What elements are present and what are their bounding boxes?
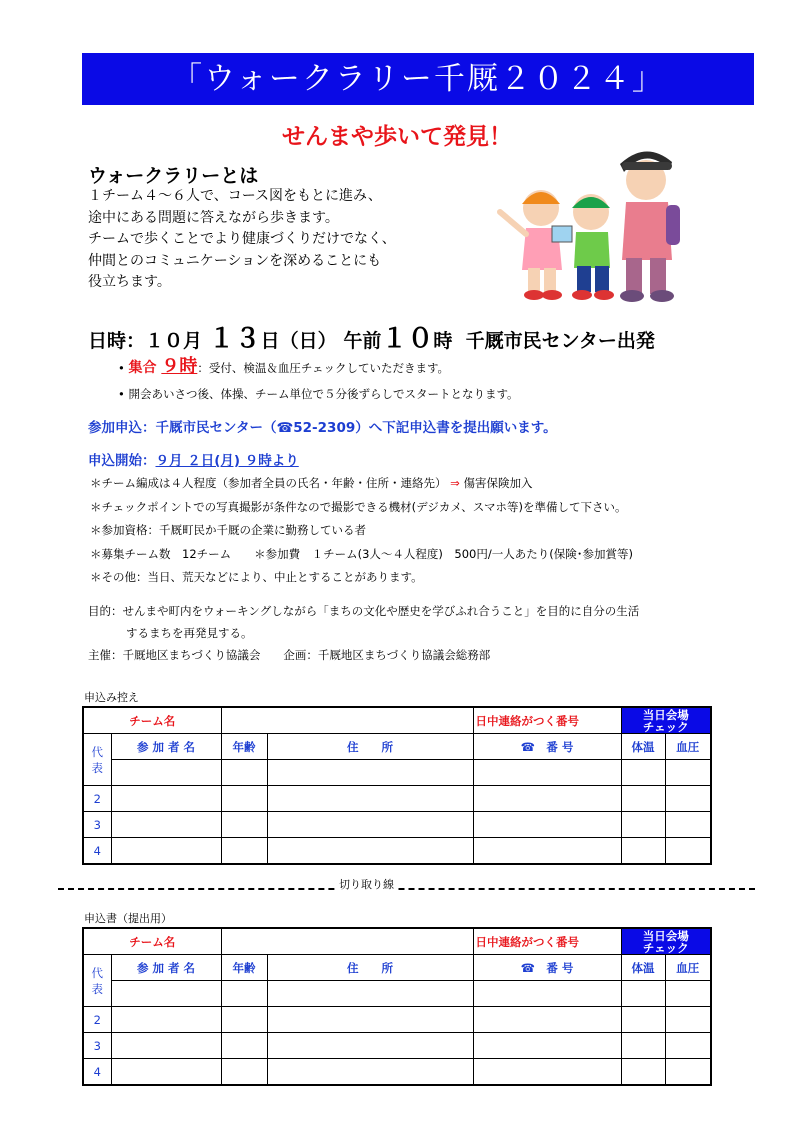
subtitle: せんまや歩いて発見！ (282, 124, 512, 150)
adult-figure (620, 151, 680, 302)
representative-label: 代 表 (83, 955, 111, 1007)
daytime-contact-label: 日中連絡がつく番号 (473, 707, 621, 734)
gathering-text: ：受付、検温＆血圧チェックしていただきます。 (197, 361, 450, 375)
notes-list (90, 472, 633, 590)
page-title: 「ウォークラリー千厩２０２４」 (82, 53, 754, 105)
time-hour: １０ (381, 324, 434, 354)
age-header: 年齢 (221, 734, 267, 760)
schedule-bullets (118, 354, 519, 407)
participant-name-header: 参 加 者 名 (111, 734, 221, 760)
about-text (88, 186, 396, 294)
note-item: ＊募集チーム数 12チーム ＊参加費 １チーム(3人～４人程度) 500円/一人あたり(保険･参加賞等) (90, 546, 633, 561)
date-label: 日時： (88, 330, 146, 352)
application-form-copy (82, 706, 712, 865)
gathering-label: 集合 ９時 (128, 356, 198, 377)
girl-figure (500, 190, 572, 300)
table-row: 4 (83, 1059, 711, 1086)
address-header: 住 所 (267, 734, 473, 760)
time-suffix: 時 (433, 330, 453, 352)
phone-header: ☎ 番 号 (473, 955, 621, 981)
gathering-time: ９時 (161, 356, 198, 377)
daytime-contact-label: 日中連絡がつく番号 (473, 928, 621, 955)
note-item: ＊その他：当日、荒天などにより、中止とすることがあります。 (90, 570, 423, 584)
event-datetime (88, 318, 655, 355)
date-day: １３ (208, 324, 261, 354)
table-row: 3 (83, 812, 711, 838)
application-start-label: 申込開始： (88, 453, 156, 469)
about-line: 仲間とのコミュニケーションを深めることにも (88, 252, 382, 269)
cut-line (58, 888, 755, 890)
organizer-line: 主催：千厩地区まちづくり協議会 企画：千厩地区まちづくり協議会総務部 (88, 648, 491, 662)
boy-figure (572, 194, 614, 300)
team-name-field[interactable] (221, 928, 473, 955)
cut-line-label: 切り取り線 (336, 876, 397, 892)
about-line: １チーム４～６人で、コース図をもとに進み、 (88, 188, 382, 204)
onsite-check-header: 当日会場 チェック (621, 928, 711, 955)
application-start (88, 449, 299, 469)
table-row: 4 (83, 838, 711, 865)
participant-name-header: 参 加 者 名 (111, 955, 221, 981)
date-weekday: 日（日） (260, 330, 337, 352)
table-row: 2 (83, 786, 711, 812)
blood-pressure-header: 血圧 (665, 734, 711, 760)
team-name-label: チーム名 (83, 707, 221, 734)
purpose-line: 目的：せんまや町内をウォーキングしながら「まちの文化や歴史を学びふれ合うこと」を目的に自分の生活 (88, 604, 640, 618)
note-item: ＊参加資格：千厩町民か千厩の企業に勤務している者 (90, 523, 366, 537)
arrow-icon: ⇒ (450, 476, 460, 490)
application-form-submit (82, 927, 712, 1086)
bullet-item: • 集合 ９時：受付、検温＆血圧チェックしていただきます。 (118, 356, 450, 377)
form-submit-caption: 申込書（提出用） (84, 912, 172, 925)
departure-location: 千厩市民センター出発 (465, 330, 655, 352)
representative-label: 代 表 (83, 734, 111, 786)
about-line: 途中にある問題に答えながら歩きます。 (88, 209, 339, 226)
blood-pressure-header: 血圧 (665, 955, 711, 981)
form-copy-caption: 申込み控え (84, 691, 139, 704)
table-row (83, 760, 711, 786)
about-heading: ウォークラリーとは (88, 165, 259, 187)
bullet-item: • 開会あいさつ後、体操、チーム単位で５分後ずらしでスタートとなります。 (118, 387, 519, 401)
note-item: ＊チーム編成は４人程度（参加者全員の氏名・年齢・住所・連絡先） ⇒ 傷害保険加入 (90, 476, 533, 490)
application-start-date: ９月 ２日(月) ９時より (155, 453, 299, 469)
about-line: 役立ちます。 (88, 274, 171, 290)
purpose-line: するまちを再発見する。 (126, 626, 253, 640)
onsite-check-header: 当日会場 チェック (621, 707, 711, 734)
opening-text: 開会あいさつ後、体操、チーム単位で５分後ずらしでスタートとなります。 (128, 387, 519, 401)
about-line: チームで歩くことでより健康づくりだけでなく、 (88, 231, 396, 247)
note-item: ＊チェックポイントでの写真撮影が条件なので撮影できる機材(デジカメ、スマホ等)を準備して下さい。 (90, 499, 627, 514)
temperature-header: 体温 (621, 955, 665, 981)
date-month: １０月 (145, 330, 203, 352)
table-row: 3 (83, 1033, 711, 1059)
table-row (83, 981, 711, 1007)
temperature-header: 体温 (621, 734, 665, 760)
team-name-field[interactable] (221, 707, 473, 734)
address-header: 住 所 (267, 955, 473, 981)
time-am: 午前 (343, 330, 382, 352)
phone-header: ☎ 番 号 (473, 734, 621, 760)
age-header: 年齢 (221, 955, 267, 981)
table-row: 2 (83, 1007, 711, 1033)
team-name-label: チーム名 (83, 928, 221, 955)
application-info: 参加申込：千厩市民センター（☎52-2309）へ下記申込書を提出願います。 (88, 420, 557, 436)
purpose-section (88, 600, 639, 666)
walking-children-illustration (486, 150, 706, 310)
